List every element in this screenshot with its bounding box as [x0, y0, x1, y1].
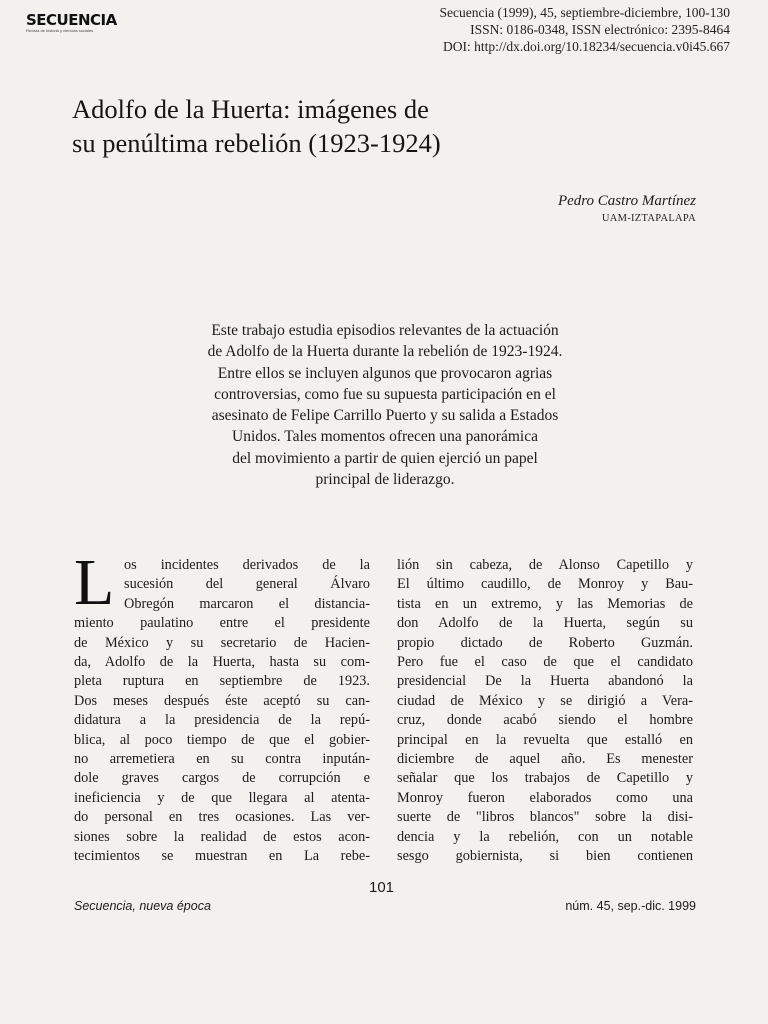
- drop-cap: L: [74, 546, 115, 619]
- body-line: ineficiencia y de que llegara al atenta-: [74, 789, 370, 806]
- journal-logo: [26, 12, 126, 33]
- body-line: Monroy fueron elaborados como una: [397, 789, 693, 806]
- abstract-line: de Adolfo de la Huerta durante la rebelión de 1923-1924.: [207, 343, 563, 361]
- body-line: de México y su secretario de Hacien-: [74, 634, 370, 651]
- body-line: sucesión del general Álvaro: [124, 576, 370, 593]
- body-column-left: [74, 546, 370, 867]
- body-line: do personal en tres ocasiones. Las ver-: [74, 809, 370, 826]
- body-line: tecimientos se muestran en La rebe-: [74, 848, 370, 865]
- body-line: dole graves cargos de corrupción e: [74, 770, 370, 787]
- body-line: propio dictado de Roberto Guzmán.: [397, 634, 693, 651]
- body-line: os incidentes derivados de la: [124, 557, 370, 573]
- logo-wordmark: SECUENCIA: [26, 11, 117, 29]
- citation-doi[interactable]: DOI: http://dx.doi.org/10.18234/secuencia.v0i45.667: [443, 39, 730, 54]
- abstract-line: principal de liderazgo.: [315, 471, 455, 489]
- body-line: Pero fue el caso de que el candidato: [397, 654, 693, 671]
- body-line: diciembre de aquel año. Es menester: [397, 751, 693, 768]
- body-line: didatura a la presidencia de la repú-: [74, 712, 370, 729]
- abstract: [100, 320, 670, 490]
- logo-subtitle: Revista de historia y ciencias sociales: [26, 28, 94, 33]
- body-column-right: [397, 556, 693, 867]
- body-line: miento paulatino entre el presidente: [74, 615, 370, 632]
- body-line: da, Adolfo de la Huerta, hasta su com-: [74, 654, 370, 671]
- citation-block: [439, 4, 730, 55]
- body-line: El último caudillo, de Monroy y Bau-: [397, 576, 693, 593]
- body-line: tista en un extremo, y las Memorias de: [397, 595, 693, 612]
- footer-journal-name: Secuencia, nueva época: [74, 899, 211, 913]
- title-line: Adolfo de la Huerta: imágenes de: [72, 94, 429, 124]
- body-line: Obregón marcaron el distancia-: [124, 595, 370, 612]
- abstract-line: asesinato de Felipe Carrillo Puerto y su salida a Estados: [211, 407, 559, 425]
- body-line: señalar que los trabajos de Capetillo y: [397, 770, 693, 787]
- body-line: presidencial De la Huerta abandonó la: [397, 673, 693, 690]
- body-line: principal en la revuelta que estalló en: [397, 731, 693, 748]
- abstract-line: controversias, como fue su supuesta participación en el: [214, 385, 556, 403]
- title-line: su penúltima rebelión (1923-1924): [72, 128, 441, 158]
- abstract-line: Este trabajo estudia episodios relevantes de la actuación: [211, 322, 559, 339]
- footer-issue: núm. 45, sep.-dic. 1999: [565, 899, 696, 913]
- citation-issn: ISSN: 0186-0348, ISSN electrónico: 2395-8464: [470, 22, 730, 37]
- body-line: no arremetiera en su contra inpután-: [74, 751, 370, 768]
- body-line: pleta ruptura en septiembre de 1923.: [74, 673, 370, 690]
- body-line: siones sobre la realidad de estos acon-: [74, 828, 370, 845]
- body-line: dencia y la rebelión, con un notable: [397, 828, 693, 845]
- abstract-line: Entre ellos se incluyen algunos que provocaron agrias: [217, 364, 553, 382]
- body-line: sesgo gobiernista, si bien contienen: [397, 848, 693, 865]
- body-line: blica, al poco tiempo de que el gobier-: [74, 731, 370, 748]
- article-title: [72, 92, 632, 160]
- author-name: Pedro Castro Martínez: [557, 193, 696, 209]
- body-line: lión sin cabeza, de Alonso Capetillo y: [397, 557, 693, 573]
- body-line: cruz, donde acabó siendo el hombre: [397, 712, 693, 729]
- abstract-line: del movimiento a partir de quien ejerció un papel: [232, 449, 538, 467]
- body-line: don Adolfo de la Huerta, según su: [397, 615, 693, 632]
- body-line: suerte de "libros blancos" sobre la disi-: [397, 809, 693, 826]
- author-affiliation: UAM-IZTAPALAPA: [601, 213, 696, 224]
- page-number: 101: [369, 879, 395, 896]
- body-line: Dos meses después éste aceptó su can-: [74, 692, 370, 709]
- abstract-line: Unidos. Tales momentos ofrecen una panorámica: [232, 428, 538, 446]
- body-line: ciudad de México y se dirigió a Vera-: [397, 692, 693, 709]
- citation-line: Secuencia (1999), 45, septiembre-diciembre, 100-130: [439, 5, 730, 20]
